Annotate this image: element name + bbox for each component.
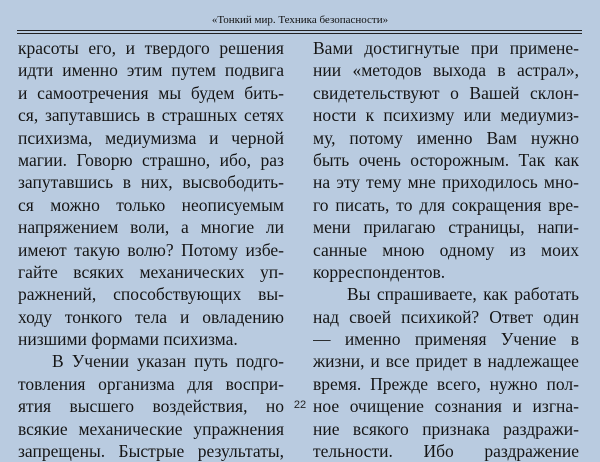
text-word: бить- bbox=[244, 82, 284, 103]
text-word: и bbox=[125, 38, 135, 58]
text-word: время. bbox=[313, 373, 362, 394]
text-word: тела bbox=[135, 306, 168, 327]
text-word: писать, bbox=[335, 194, 390, 215]
text-word: запутавшись bbox=[18, 172, 114, 193]
text-word: но bbox=[265, 396, 284, 417]
text-word: Учение bbox=[500, 329, 557, 350]
text-word: для bbox=[187, 373, 213, 394]
text-word: и bbox=[512, 396, 522, 417]
text-word: очень bbox=[358, 149, 401, 170]
text-word: ное bbox=[313, 396, 340, 417]
text-word: путь bbox=[194, 351, 228, 372]
text-word: высшего bbox=[69, 396, 135, 417]
text-line bbox=[18, 350, 284, 372]
text-word: Вами bbox=[313, 38, 353, 58]
text-word: спрашиваете, bbox=[376, 284, 477, 305]
header-rule-thin bbox=[17, 33, 582, 34]
text-word: и bbox=[209, 127, 219, 148]
text-word: как bbox=[554, 149, 579, 170]
text-line bbox=[18, 82, 284, 104]
text-line bbox=[18, 239, 284, 261]
text-word: — bbox=[313, 329, 331, 350]
text-line bbox=[18, 59, 284, 81]
text-word: результаты, bbox=[197, 441, 284, 462]
text-word: неописуемым bbox=[181, 194, 284, 215]
text-line: низшими формами психизма. bbox=[18, 329, 238, 350]
text-word: решения bbox=[219, 38, 284, 58]
text-word: для bbox=[419, 194, 446, 215]
text-line bbox=[313, 239, 579, 261]
text-line bbox=[313, 127, 579, 149]
running-header: «Тонкий мир. Техника безопасности» bbox=[211, 14, 389, 26]
text-word: выхода bbox=[433, 60, 487, 81]
text-word: товления bbox=[18, 373, 86, 394]
text-word: именно bbox=[62, 60, 118, 81]
text-word: вре- bbox=[548, 194, 579, 215]
text-word: только bbox=[116, 194, 166, 215]
text-word: самоотречения bbox=[37, 82, 149, 103]
text-word: как bbox=[483, 284, 508, 305]
text-word: раздражение bbox=[484, 441, 579, 462]
text-word: в bbox=[122, 172, 132, 193]
text-word: медиумиз- bbox=[500, 105, 579, 126]
text-word: имеют bbox=[18, 239, 67, 260]
text-word: му, bbox=[313, 127, 336, 148]
text-word: психикой? bbox=[401, 306, 480, 327]
text-word: вы- bbox=[258, 284, 284, 305]
text-word: одному bbox=[439, 239, 495, 260]
text-word: твердого bbox=[144, 38, 210, 58]
text-line bbox=[313, 37, 579, 59]
text-word: свидетельствуют bbox=[313, 82, 440, 103]
text-word: раз bbox=[260, 149, 284, 170]
text-word: тему bbox=[366, 172, 402, 193]
text-word: избе- bbox=[245, 239, 284, 260]
text-word: тонкого bbox=[64, 306, 123, 327]
text-word: о bbox=[450, 82, 459, 103]
text-word: ли bbox=[265, 217, 284, 238]
text-line bbox=[18, 194, 284, 216]
text-word: Говорю bbox=[76, 149, 133, 170]
text-word: воздействия, bbox=[152, 396, 248, 417]
text-line bbox=[18, 418, 284, 440]
text-word: го bbox=[313, 194, 329, 215]
text-word: такую bbox=[74, 239, 120, 260]
text-word: мне bbox=[407, 172, 436, 193]
text-word: всякие bbox=[18, 418, 68, 439]
text-word: страшных bbox=[161, 105, 238, 126]
text-word: а bbox=[181, 217, 189, 238]
text-word: признака bbox=[422, 418, 490, 439]
text-line bbox=[313, 59, 579, 81]
text-word: в bbox=[497, 60, 506, 81]
text-word: сетях bbox=[244, 105, 284, 126]
text-word: высвободить- bbox=[182, 172, 284, 193]
text-word: надлежащее bbox=[487, 351, 579, 372]
text-word: путем bbox=[171, 60, 216, 81]
text-word: напи- bbox=[537, 217, 579, 238]
text-word: в bbox=[146, 105, 156, 126]
text-word: всяких bbox=[73, 261, 124, 282]
text-word: этим bbox=[126, 60, 163, 81]
text-word: изгна- bbox=[532, 396, 579, 417]
text-word: потому bbox=[349, 127, 403, 148]
text-word: придет bbox=[415, 351, 468, 372]
text-word: тельности. bbox=[313, 441, 393, 462]
header-rule bbox=[17, 30, 582, 31]
text-word: очищение bbox=[349, 396, 424, 417]
text-word: уп- bbox=[260, 261, 284, 282]
text-word: всякого bbox=[352, 418, 409, 439]
text-word: волю? bbox=[127, 239, 174, 260]
text-line bbox=[18, 127, 284, 149]
text-word: Так bbox=[518, 149, 546, 170]
text-word: Вашей bbox=[469, 82, 520, 103]
text-word: и bbox=[370, 351, 380, 372]
text-word: механические bbox=[78, 418, 183, 439]
text-line bbox=[18, 373, 284, 395]
text-word: организма bbox=[98, 373, 175, 394]
text-line bbox=[313, 171, 579, 193]
text-line bbox=[18, 37, 284, 59]
text-word: указан bbox=[137, 351, 186, 372]
text-word: красоты bbox=[18, 38, 79, 58]
text-word: овладению bbox=[202, 306, 284, 327]
text-word: запрещены. bbox=[18, 441, 106, 462]
text-line bbox=[313, 149, 579, 171]
text-word: приходилось bbox=[441, 172, 538, 193]
text-line bbox=[313, 440, 579, 462]
text-word: ности bbox=[313, 105, 357, 126]
text-line bbox=[313, 82, 579, 104]
text-word: магии. bbox=[18, 149, 68, 170]
text-word: многие bbox=[200, 217, 255, 238]
text-word: своей bbox=[349, 306, 392, 327]
text-word: прилагаю bbox=[363, 217, 436, 238]
text-word: психизма, bbox=[18, 127, 93, 148]
text-word: воли, bbox=[130, 217, 170, 238]
text-word: моих bbox=[541, 239, 579, 260]
page-number: 22 bbox=[293, 399, 307, 411]
text-word: нужно bbox=[489, 373, 538, 394]
text-line bbox=[18, 104, 284, 126]
text-word: упражнения bbox=[193, 418, 284, 439]
text-word: психизму bbox=[383, 105, 455, 126]
text-line bbox=[18, 283, 284, 305]
text-word: и bbox=[18, 82, 28, 103]
text-word: осторожным. bbox=[410, 149, 510, 170]
text-word: ражнений, bbox=[18, 284, 97, 305]
text-word: Ибо bbox=[423, 441, 454, 462]
text-line bbox=[18, 171, 284, 193]
text-word: при bbox=[470, 38, 499, 58]
text-line bbox=[18, 149, 284, 171]
text-word: механических bbox=[139, 261, 245, 282]
text-word: то bbox=[396, 194, 413, 215]
text-word: жизни, bbox=[313, 351, 365, 372]
text-word: ся, bbox=[18, 105, 39, 126]
text-word: страшно, bbox=[142, 149, 211, 170]
text-word: Быстрые bbox=[118, 441, 185, 462]
text-word: склон- bbox=[530, 82, 579, 103]
text-word: из bbox=[509, 239, 526, 260]
text-word: идти bbox=[18, 60, 54, 81]
text-word: астрал», bbox=[517, 60, 579, 81]
text-word: сознания bbox=[434, 396, 502, 417]
text-word: них, bbox=[140, 172, 173, 193]
text-word: гайте bbox=[18, 261, 58, 282]
text-word: все bbox=[385, 351, 410, 372]
text-word: санные bbox=[313, 239, 368, 260]
text-line bbox=[313, 418, 579, 440]
text-word: способствующих bbox=[113, 284, 242, 305]
text-word: пол- bbox=[546, 373, 579, 394]
text-word: один bbox=[543, 306, 579, 327]
text-line bbox=[313, 350, 579, 372]
text-word: ние bbox=[313, 418, 340, 439]
text-word: мы bbox=[158, 82, 182, 103]
text-word: его, bbox=[88, 38, 116, 58]
text-line bbox=[313, 328, 579, 350]
text-word: Прежде bbox=[370, 373, 429, 394]
text-line: корреспондентов. bbox=[313, 261, 446, 282]
text-line bbox=[313, 306, 579, 328]
text-word: Вам bbox=[486, 127, 517, 148]
text-word: и bbox=[179, 306, 190, 327]
text-line bbox=[313, 283, 579, 305]
text-word: черной bbox=[231, 127, 284, 148]
text-word: сокращения bbox=[451, 194, 542, 215]
text-line bbox=[313, 373, 579, 395]
text-word: можно bbox=[50, 194, 100, 215]
text-word: напряжением bbox=[18, 217, 119, 238]
text-word: нии bbox=[313, 60, 342, 81]
text-word: на bbox=[313, 172, 331, 193]
text-word: ся bbox=[18, 194, 34, 215]
text-line bbox=[18, 216, 284, 238]
text-line bbox=[18, 440, 284, 462]
text-word: раздражи- bbox=[503, 418, 579, 439]
text-word: мно- bbox=[543, 172, 579, 193]
text-word: ибо, bbox=[219, 149, 252, 170]
text-word: мени bbox=[313, 217, 351, 238]
text-word: именно bbox=[344, 329, 401, 350]
text-word: работать bbox=[514, 284, 579, 305]
text-word: В bbox=[52, 351, 64, 372]
text-word: быть bbox=[313, 149, 350, 170]
text-word: над bbox=[313, 306, 340, 327]
text-word: «методов bbox=[352, 60, 422, 81]
text-word: достигнутые bbox=[364, 38, 460, 58]
text-word: запутавшись bbox=[44, 105, 140, 126]
text-word: всего, bbox=[436, 373, 481, 394]
text-word: Вы bbox=[347, 284, 371, 305]
text-line bbox=[313, 104, 579, 126]
text-word: в bbox=[473, 351, 482, 372]
text-word: воспри- bbox=[225, 373, 284, 394]
text-word: мною bbox=[382, 239, 425, 260]
text-word: Потому bbox=[181, 239, 238, 260]
text-word: примене- bbox=[509, 38, 579, 58]
text-word: ходу bbox=[18, 306, 52, 327]
text-line bbox=[313, 194, 579, 216]
text-word: медиумизма bbox=[105, 127, 197, 148]
text-word: к bbox=[365, 105, 375, 126]
text-word: эту bbox=[336, 172, 360, 193]
text-word: в bbox=[570, 329, 579, 350]
text-line bbox=[18, 306, 284, 328]
text-word: применяя bbox=[414, 329, 487, 350]
text-word: или bbox=[463, 105, 492, 126]
text-word: Ответ bbox=[489, 306, 534, 327]
text-line bbox=[313, 216, 579, 238]
text-line bbox=[18, 261, 284, 283]
text-word: страницы, bbox=[448, 217, 525, 238]
text-word: будем bbox=[190, 82, 235, 103]
text-word: подвига bbox=[224, 60, 284, 81]
text-word: именно bbox=[416, 127, 473, 148]
text-word: ятия bbox=[18, 396, 52, 417]
text-word: Учении bbox=[71, 351, 129, 372]
text-word: подго- bbox=[236, 351, 284, 372]
text-word: нужно bbox=[530, 127, 579, 148]
